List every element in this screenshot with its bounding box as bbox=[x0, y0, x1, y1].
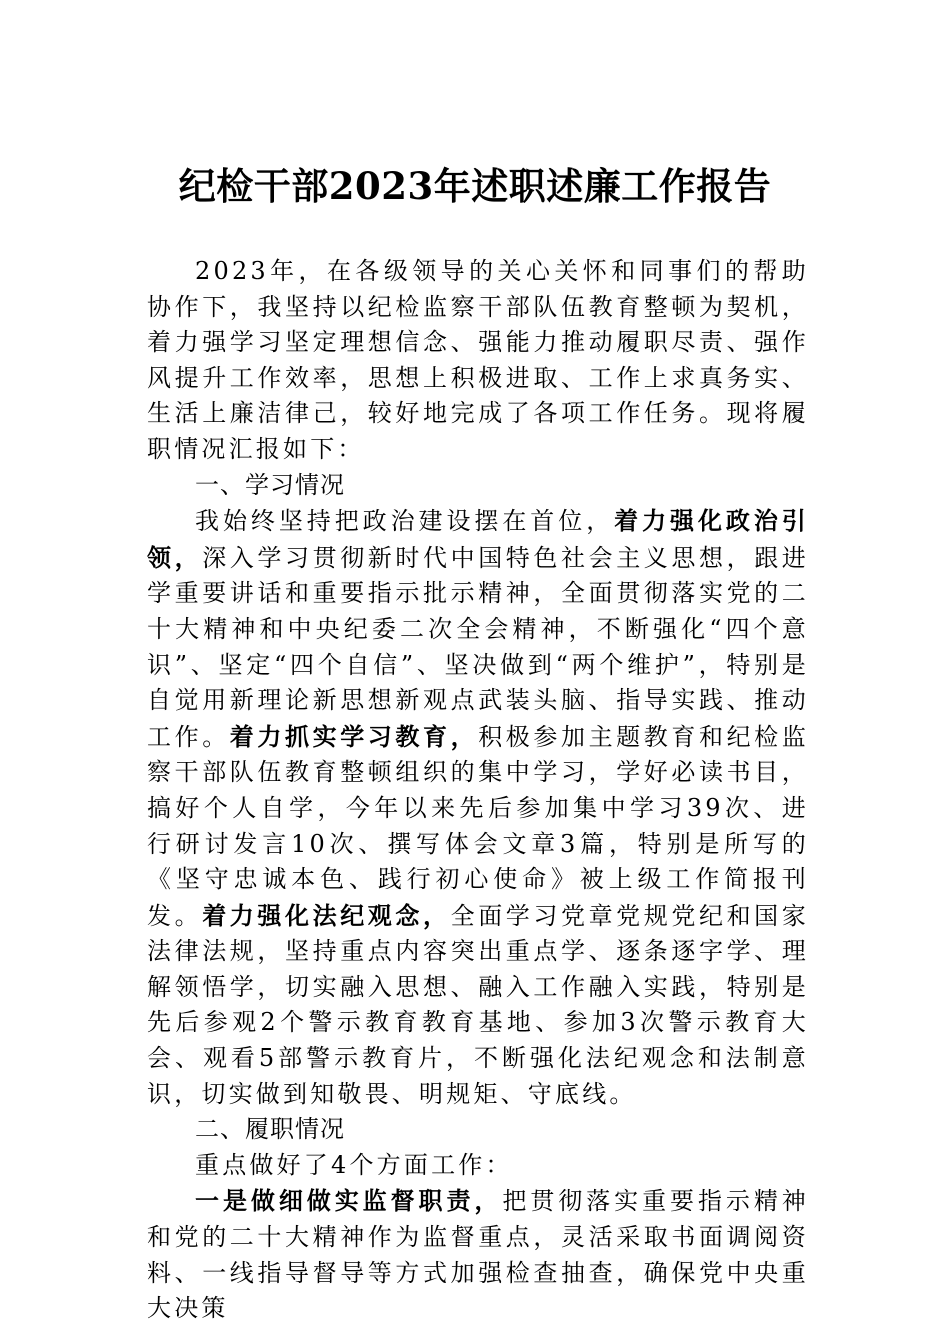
duty-emphasis-1: 一是做细做实监督职责， bbox=[195, 1186, 503, 1216]
study-text-1: 我始终坚持把政治建设摆在首位， bbox=[195, 507, 615, 536]
duty-intro-paragraph: 重点做好了4个方面工作： bbox=[195, 1150, 513, 1179]
study-text-4: 全面学习党章党规党纪和国家法律法规，坚持重点内容突出重点学、逐条逐字学、理解领悟学，切实融入思想、融入工作融入实践，特别是先后参观2个警示教育教育基地、参加3次警示教育大会、观看5部警示教育片，不断强化法纪观念和法制意识，切实做到知敬畏、明规矩、守底线。 bbox=[147, 901, 809, 1108]
intro-paragraph: 2023年，在各级领导的关心关怀和同事们的帮助协作下，我坚持以纪检监察干部队伍教育整顿为契机，着力强学习坚定理想信念、强能力推动履职尽责、强作风提升工作效率，思想上积极进取、工作上求真务实、生活上廉洁律己，较好地完成了各项工作任务。现将履职情况汇报如下： bbox=[147, 257, 809, 463]
section-heading-study: 一、学习情况 bbox=[195, 470, 345, 499]
study-emphasis-1: 着力强化政治引领， bbox=[147, 506, 809, 572]
document-body bbox=[147, 254, 809, 1327]
study-emphasis-3: 着力强化法纪观念， bbox=[202, 900, 451, 930]
study-text-3: 积极参加主题教育和纪检监察干部队伍教育整顿组织的集中学习，学好必读书目，搞好个人自学，今年以来先后参加集中学习39次、进行研讨发言10次、撰写体会文章3篇，特别是所写的《坚守忠诚本色、践行初心使命》被上级工作简报刊发。 bbox=[147, 722, 809, 930]
duty-text-1: 把贯彻落实重要指示精神和党的二十大精神作为监督重点，灵活采取书面调阅资料、一线指导督导等方式加强检查抽查，确保党中央重大决策 bbox=[147, 1187, 809, 1323]
study-paragraph bbox=[147, 503, 809, 1112]
section-heading-duty: 二、履职情况 bbox=[195, 1115, 345, 1144]
document-title: 纪检干部2023年述职述廉工作报告 bbox=[178, 164, 772, 208]
study-text-2: 深入学习贯彻新时代中国特色社会主义思想，跟进学重要讲话和重要指示批示精神，全面贯彻落实党的二十大精神和中央纪委二次全会精神，不断强化“四个意识”、坚定“四个自信”、坚决做到“两个维护”，特别是自觉用新理论新思想新观点武装头脑、指导实践、推动工作。 bbox=[147, 543, 809, 751]
study-emphasis-2: 着力抓实学习教育， bbox=[229, 721, 479, 751]
duty-paragraph bbox=[147, 1183, 809, 1326]
